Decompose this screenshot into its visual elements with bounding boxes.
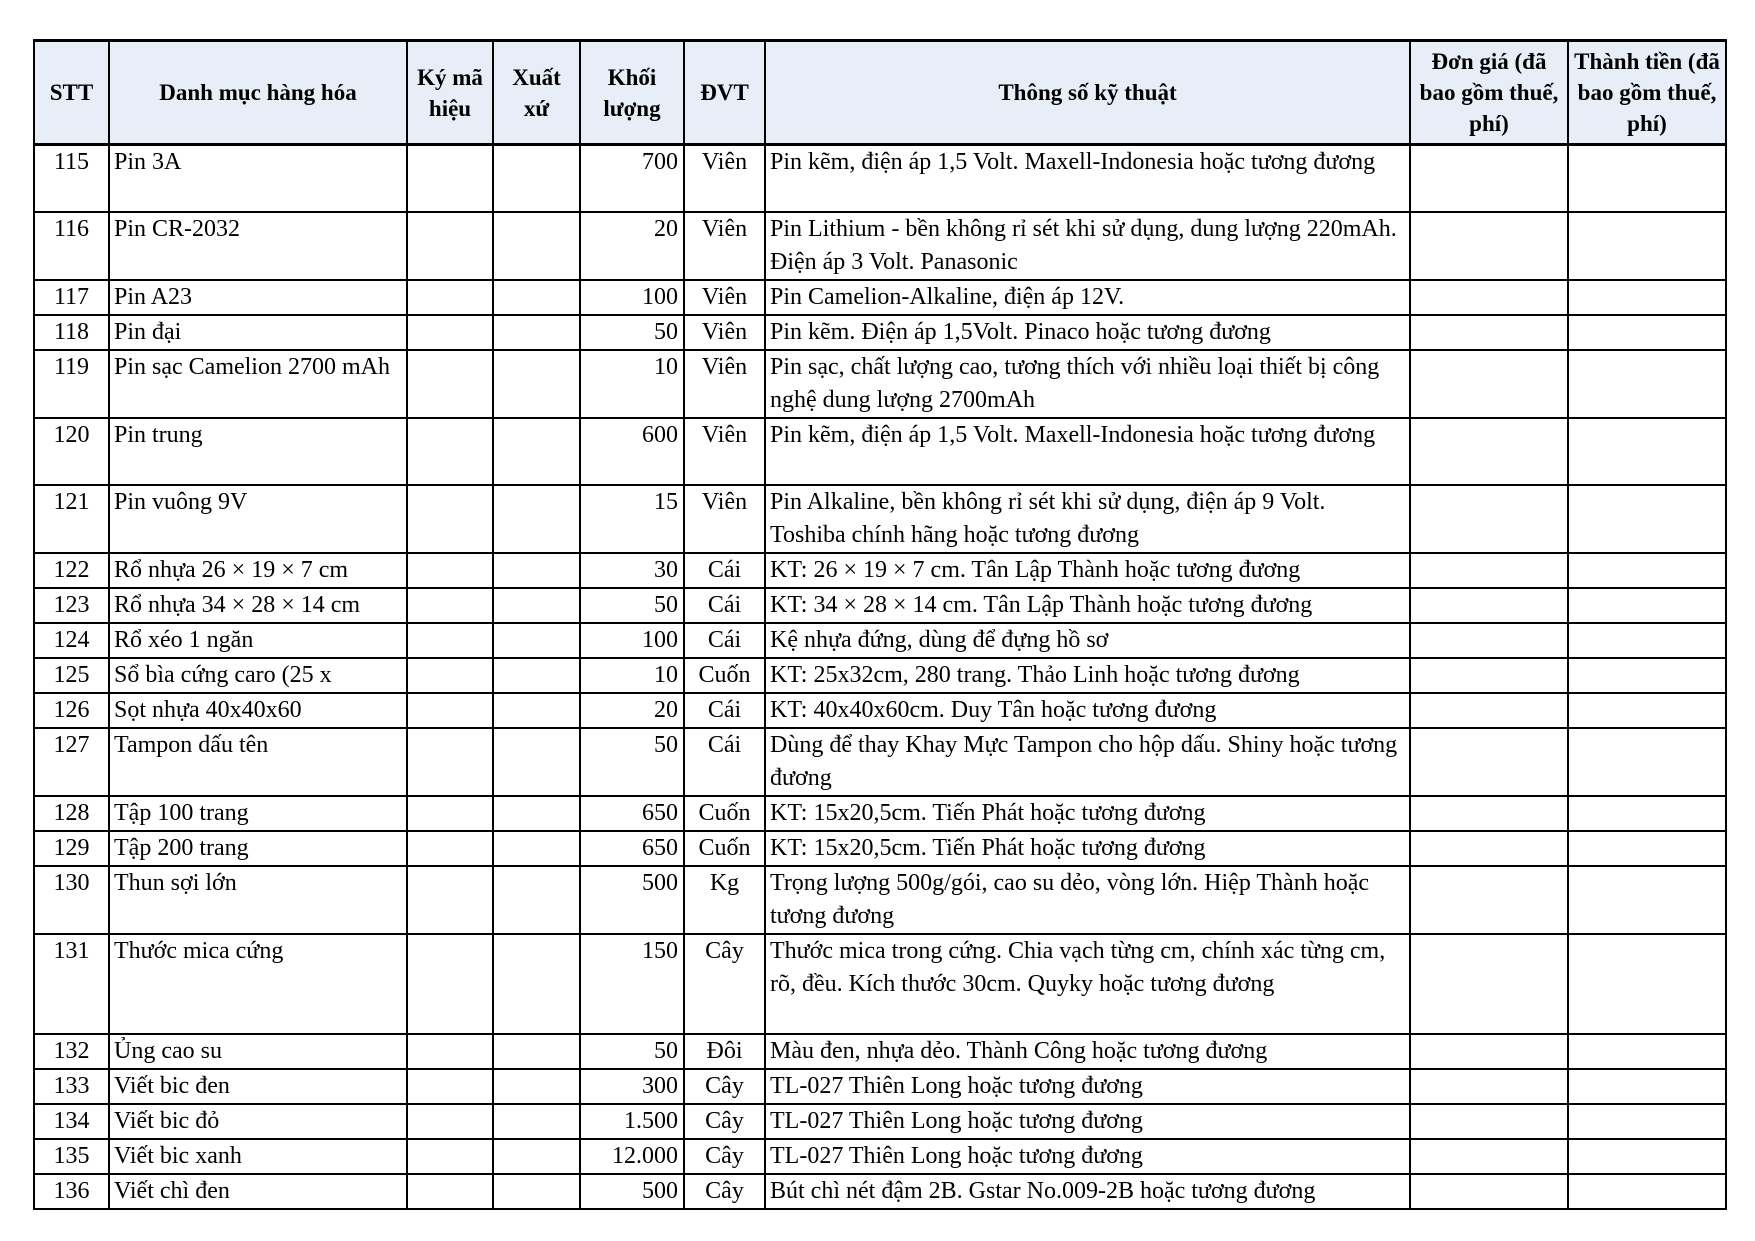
cell-stt: 128	[34, 796, 109, 831]
cell-price[interactable]	[1410, 485, 1568, 553]
cell-qty: 300	[580, 1069, 684, 1104]
cell-qty: 1.500	[580, 1104, 684, 1139]
cell-unit: Cái	[684, 693, 765, 728]
cell-code	[407, 212, 493, 280]
cell-total[interactable]	[1568, 1069, 1726, 1104]
cell-qty: 650	[580, 796, 684, 831]
table-row	[34, 831, 1726, 866]
cell-total[interactable]	[1568, 145, 1726, 213]
cell-code	[407, 658, 493, 693]
cell-unit: Cây	[684, 1139, 765, 1174]
cell-origin	[493, 1174, 580, 1209]
cell-qty: 50	[580, 1034, 684, 1069]
cell-unit: Đôi	[684, 1034, 765, 1069]
cell-name: Viết bic đen	[109, 1069, 407, 1104]
cell-spec: KT: 25x32cm, 280 trang. Thảo Linh hoặc tương đương	[765, 658, 1410, 693]
cell-spec: Pin sạc, chất lượng cao, tương thích với nhiều loại thiết bị công nghệ dung lượng 2700mAh	[765, 350, 1410, 418]
cell-name: Tampon dấu tên	[109, 728, 407, 796]
cell-unit: Cái	[684, 623, 765, 658]
cell-price[interactable]	[1410, 145, 1568, 213]
cell-unit: Kg	[684, 866, 765, 934]
table-row	[34, 553, 1726, 588]
cell-code	[407, 1104, 493, 1139]
cell-total[interactable]	[1568, 728, 1726, 796]
cell-origin	[493, 350, 580, 418]
cell-origin	[493, 934, 580, 1034]
cell-spec: KT: 26 × 19 × 7 cm. Tân Lập Thành hoặc tương đương	[765, 553, 1410, 588]
cell-spec: Pin kẽm, điện áp 1,5 Volt. Maxell-Indonesia hoặc tương đương	[765, 145, 1410, 213]
cell-qty: 100	[580, 280, 684, 315]
cell-spec: Trọng lượng 500g/gói, cao su dẻo, vòng lớn. Hiệp Thành hoặc tương đương	[765, 866, 1410, 934]
table-row	[34, 280, 1726, 315]
cell-code	[407, 485, 493, 553]
cell-spec: TL-027 Thiên Long hoặc tương đương	[765, 1104, 1410, 1139]
cell-name: Pin A23	[109, 280, 407, 315]
cell-origin	[493, 588, 580, 623]
header-name: Danh mục hàng hóa	[109, 41, 407, 145]
header-origin: Xuất xứ	[493, 41, 580, 145]
cell-name: Viết bic đỏ	[109, 1104, 407, 1139]
product-table	[33, 39, 1727, 1210]
cell-total[interactable]	[1568, 418, 1726, 485]
cell-stt: 134	[34, 1104, 109, 1139]
cell-price[interactable]	[1410, 866, 1568, 934]
cell-qty: 700	[580, 145, 684, 213]
table-row	[34, 728, 1726, 796]
cell-code	[407, 588, 493, 623]
cell-total[interactable]	[1568, 693, 1726, 728]
header-stt: STT	[34, 41, 109, 145]
cell-unit: Cái	[684, 553, 765, 588]
table-row	[34, 1104, 1726, 1139]
cell-stt: 127	[34, 728, 109, 796]
cell-stt: 133	[34, 1069, 109, 1104]
cell-stt: 116	[34, 212, 109, 280]
cell-unit: Cuốn	[684, 658, 765, 693]
cell-spec: KT: 40x40x60cm. Duy Tân hoặc tương đương	[765, 693, 1410, 728]
cell-name: Thun sợi lớn	[109, 866, 407, 934]
table-row	[34, 796, 1726, 831]
cell-qty: 12.000	[580, 1139, 684, 1174]
cell-qty: 20	[580, 693, 684, 728]
cell-total[interactable]	[1568, 553, 1726, 588]
cell-spec: Pin kẽm, điện áp 1,5 Volt. Maxell-Indonesia hoặc tương đương	[765, 418, 1410, 485]
cell-name: Rổ xéo 1 ngăn	[109, 623, 407, 658]
cell-price[interactable]	[1410, 588, 1568, 623]
cell-qty: 50	[580, 728, 684, 796]
cell-qty: 150	[580, 934, 684, 1034]
cell-price[interactable]	[1410, 418, 1568, 485]
cell-unit: Cuốn	[684, 831, 765, 866]
cell-price[interactable]	[1410, 350, 1568, 418]
cell-stt: 118	[34, 315, 109, 350]
cell-origin	[493, 145, 580, 213]
cell-spec: TL-027 Thiên Long hoặc tương đương	[765, 1069, 1410, 1104]
table-row	[34, 315, 1726, 350]
cell-code	[407, 145, 493, 213]
cell-origin	[493, 623, 580, 658]
cell-price[interactable]	[1410, 280, 1568, 315]
cell-origin	[493, 1069, 580, 1104]
cell-name: Viết bic xanh	[109, 1139, 407, 1174]
cell-total[interactable]	[1568, 934, 1726, 1034]
cell-unit: Viên	[684, 280, 765, 315]
table-row	[34, 658, 1726, 693]
cell-name: Sổ bìa cứng caro (25 x	[109, 658, 407, 693]
cell-code	[407, 934, 493, 1034]
cell-price[interactable]	[1410, 1139, 1568, 1174]
cell-qty: 20	[580, 212, 684, 280]
cell-unit: Cái	[684, 588, 765, 623]
cell-origin	[493, 693, 580, 728]
cell-spec: Màu đen, nhựa dẻo. Thành Công hoặc tương đương	[765, 1034, 1410, 1069]
cell-name: Sọt nhựa 40x40x60	[109, 693, 407, 728]
cell-stt: 119	[34, 350, 109, 418]
cell-origin	[493, 796, 580, 831]
cell-stt: 132	[34, 1034, 109, 1069]
table-row	[34, 350, 1726, 418]
cell-qty: 600	[580, 418, 684, 485]
cell-name: Thước mica cứng	[109, 934, 407, 1034]
cell-unit: Viên	[684, 485, 765, 553]
cell-spec: Bút chì nét đậm 2B. Gstar No.009-2B hoặc tương đương	[765, 1174, 1410, 1209]
cell-price[interactable]	[1410, 1034, 1568, 1069]
header-code: Ký mã hiệu	[407, 41, 493, 145]
cell-name: Pin sạc Camelion 2700 mAh	[109, 350, 407, 418]
cell-price[interactable]	[1410, 796, 1568, 831]
cell-price[interactable]	[1410, 658, 1568, 693]
cell-origin	[493, 212, 580, 280]
cell-code	[407, 280, 493, 315]
cell-stt: 122	[34, 553, 109, 588]
cell-spec: Thước mica trong cứng. Chia vạch từng cm, chính xác từng cm, rõ, đều. Kích thước 30cm. Quyky hoặc tương đương	[765, 934, 1410, 1034]
cell-origin	[493, 831, 580, 866]
cell-unit: Cái	[684, 728, 765, 796]
cell-price[interactable]	[1410, 623, 1568, 658]
header-unit: ĐVT	[684, 41, 765, 145]
cell-stt: 136	[34, 1174, 109, 1209]
cell-unit: Viên	[684, 418, 765, 485]
cell-price[interactable]	[1410, 728, 1568, 796]
cell-name: Rổ nhựa 34 × 28 × 14 cm	[109, 588, 407, 623]
cell-origin	[493, 418, 580, 485]
cell-code	[407, 728, 493, 796]
cell-unit: Cây	[684, 934, 765, 1034]
cell-name: Tập 100 trang	[109, 796, 407, 831]
cell-total[interactable]	[1568, 623, 1726, 658]
cell-qty: 10	[580, 658, 684, 693]
table-row	[34, 418, 1726, 485]
cell-name: Pin đại	[109, 315, 407, 350]
cell-stt: 126	[34, 693, 109, 728]
table-row	[34, 1174, 1726, 1209]
cell-qty: 50	[580, 588, 684, 623]
cell-total[interactable]	[1568, 212, 1726, 280]
cell-origin	[493, 553, 580, 588]
cell-code	[407, 866, 493, 934]
cell-origin	[493, 280, 580, 315]
cell-total[interactable]	[1568, 280, 1726, 315]
cell-unit: Cây	[684, 1104, 765, 1139]
table-row	[34, 145, 1726, 213]
cell-price[interactable]	[1410, 831, 1568, 866]
cell-total[interactable]	[1568, 866, 1726, 934]
cell-origin	[493, 485, 580, 553]
cell-unit: Cây	[684, 1174, 765, 1209]
cell-price[interactable]	[1410, 1069, 1568, 1104]
cell-stt: 129	[34, 831, 109, 866]
header-row	[34, 41, 1726, 145]
cell-price[interactable]	[1410, 693, 1568, 728]
cell-qty: 10	[580, 350, 684, 418]
cell-origin	[493, 866, 580, 934]
cell-origin	[493, 315, 580, 350]
cell-code	[407, 623, 493, 658]
cell-code	[407, 693, 493, 728]
header-total: Thành tiền (đã bao gồm thuế, phí)	[1568, 41, 1726, 145]
cell-total[interactable]	[1568, 1139, 1726, 1174]
table-row	[34, 588, 1726, 623]
cell-name: Rổ nhựa 26 × 19 × 7 cm	[109, 553, 407, 588]
cell-stt: 123	[34, 588, 109, 623]
cell-code	[407, 350, 493, 418]
cell-spec: Pin Camelion-Alkaline, điện áp 12V.	[765, 280, 1410, 315]
table-row	[34, 934, 1726, 1034]
cell-stt: 125	[34, 658, 109, 693]
cell-unit: Viên	[684, 315, 765, 350]
table-row	[34, 1139, 1726, 1174]
cell-code	[407, 1139, 493, 1174]
cell-price[interactable]	[1410, 934, 1568, 1034]
cell-total[interactable]	[1568, 485, 1726, 553]
cell-spec: Pin kẽm. Điện áp 1,5Volt. Pinaco hoặc tương đương	[765, 315, 1410, 350]
cell-name: Ủng cao su	[109, 1034, 407, 1069]
cell-unit: Viên	[684, 212, 765, 280]
table-row	[34, 866, 1726, 934]
cell-origin	[493, 1139, 580, 1174]
cell-code	[407, 796, 493, 831]
cell-qty: 500	[580, 866, 684, 934]
cell-name: Pin vuông 9V	[109, 485, 407, 553]
cell-qty: 650	[580, 831, 684, 866]
cell-code	[407, 1069, 493, 1104]
header-qty: Khối lượng	[580, 41, 684, 145]
cell-name: Tập 200 trang	[109, 831, 407, 866]
cell-qty: 30	[580, 553, 684, 588]
cell-name: Pin trung	[109, 418, 407, 485]
cell-spec: KT: 34 × 28 × 14 cm. Tân Lập Thành hoặc tương đương	[765, 588, 1410, 623]
cell-stt: 124	[34, 623, 109, 658]
cell-unit: Viên	[684, 145, 765, 213]
cell-origin	[493, 1104, 580, 1139]
cell-stt: 135	[34, 1139, 109, 1174]
cell-total[interactable]	[1568, 796, 1726, 831]
cell-price[interactable]	[1410, 315, 1568, 350]
cell-stt: 131	[34, 934, 109, 1034]
table-row	[34, 212, 1726, 280]
cell-code	[407, 553, 493, 588]
cell-code	[407, 1174, 493, 1209]
cell-price[interactable]	[1410, 212, 1568, 280]
cell-code	[407, 1034, 493, 1069]
table-body	[34, 145, 1726, 1210]
cell-spec: KT: 15x20,5cm. Tiến Phát hoặc tương đương	[765, 796, 1410, 831]
table-row	[34, 485, 1726, 553]
cell-name: Pin CR-2032	[109, 212, 407, 280]
cell-spec: Pin Alkaline, bền không rỉ sét khi sử dụng, điện áp 9 Volt. Toshiba chính hãng hoặc tương đương	[765, 485, 1410, 553]
cell-origin	[493, 728, 580, 796]
cell-stt: 117	[34, 280, 109, 315]
cell-qty: 500	[580, 1174, 684, 1209]
table-row	[34, 1034, 1726, 1069]
cell-total[interactable]	[1568, 1174, 1726, 1209]
cell-origin	[493, 1034, 580, 1069]
cell-qty: 15	[580, 485, 684, 553]
cell-qty: 100	[580, 623, 684, 658]
cell-price[interactable]	[1410, 553, 1568, 588]
cell-total[interactable]	[1568, 1034, 1726, 1069]
cell-unit: Cuốn	[684, 796, 765, 831]
cell-origin	[493, 658, 580, 693]
cell-price[interactable]	[1410, 1174, 1568, 1209]
cell-total[interactable]	[1568, 1104, 1726, 1139]
cell-code	[407, 315, 493, 350]
cell-total[interactable]	[1568, 315, 1726, 350]
table-row	[34, 1069, 1726, 1104]
cell-spec: Kệ nhựa đứng, dùng để đựng hồ sơ	[765, 623, 1410, 658]
cell-qty: 50	[580, 315, 684, 350]
cell-name: Viết chì đen	[109, 1174, 407, 1209]
table-row	[34, 623, 1726, 658]
cell-code	[407, 418, 493, 485]
cell-total[interactable]	[1568, 658, 1726, 693]
cell-spec: TL-027 Thiên Long hoặc tương đương	[765, 1139, 1410, 1174]
cell-unit: Viên	[684, 350, 765, 418]
cell-stt: 120	[34, 418, 109, 485]
cell-total[interactable]	[1568, 831, 1726, 866]
cell-spec: Pin Lithium - bền không rỉ sét khi sử dụng, dung lượng 220mAh. Điện áp 3 Volt. Panasonic	[765, 212, 1410, 280]
cell-spec: KT: 15x20,5cm. Tiến Phát hoặc tương đương	[765, 831, 1410, 866]
cell-stt: 130	[34, 866, 109, 934]
cell-spec: Dùng để thay Khay Mực Tampon cho hộp dấu. Shiny hoặc tương đương	[765, 728, 1410, 796]
cell-total[interactable]	[1568, 588, 1726, 623]
cell-stt: 121	[34, 485, 109, 553]
header-spec: Thông số kỹ thuật	[765, 41, 1410, 145]
table-row	[34, 693, 1726, 728]
cell-stt: 115	[34, 145, 109, 213]
header-price: Đơn giá (đã bao gồm thuế, phí)	[1410, 41, 1568, 145]
cell-total[interactable]	[1568, 350, 1726, 418]
cell-unit: Cây	[684, 1069, 765, 1104]
cell-price[interactable]	[1410, 1104, 1568, 1139]
cell-code	[407, 831, 493, 866]
cell-name: Pin 3A	[109, 145, 407, 213]
